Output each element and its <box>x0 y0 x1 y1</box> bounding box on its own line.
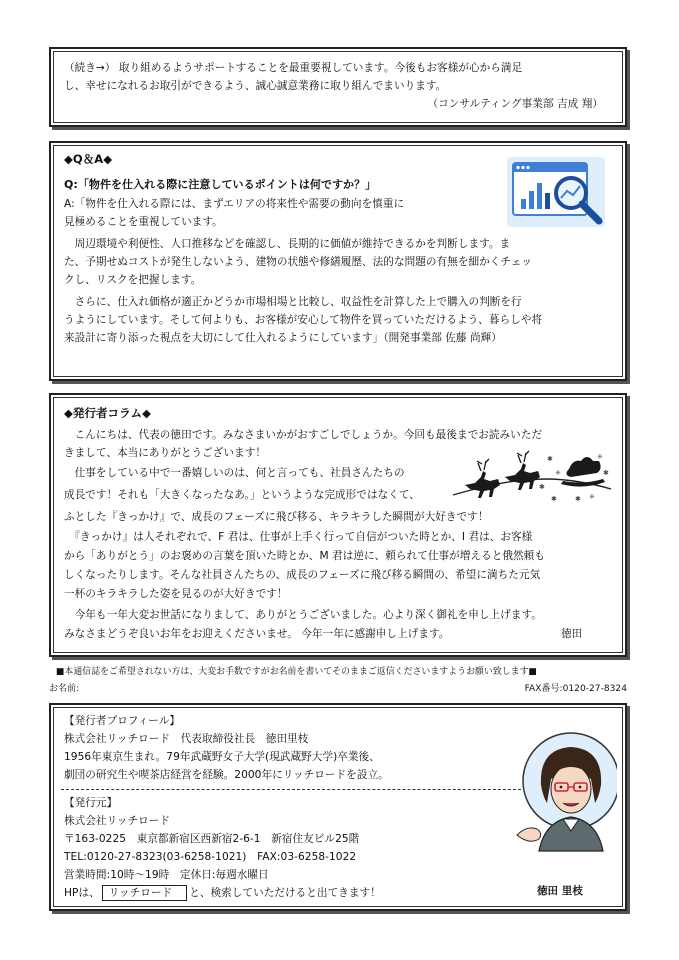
profile-line-1: 株式会社リッチロード 代表取締役社長 徳田里枝 <box>64 733 309 745</box>
column-line: こんにちは、代表の徳田です。みなさまいかがおすごしでしょうか。今回も最後までお読みいただ <box>64 429 543 441</box>
continuation-line-2: し、幸せになれるお取引ができるよう、誠心誠意業務に取り組んでまいります。 <box>64 80 447 92</box>
profile-line-3: 劇団の研究生や喫茶店経営を経験。2000年にリッチロードを設立。 <box>64 769 389 781</box>
column-title: ◆発行者コラム◆ <box>64 406 151 420</box>
svg-text:✱: ✱ <box>603 469 609 477</box>
continuation-signature: （コンサルティング事業部 吉成 翔） <box>427 98 603 110</box>
column-line: から「ありがとう」のお褒めの言葉を頂いた時とか、M 君は逆に、頼られて仕事が増えると俄然頼も <box>64 550 545 562</box>
column-line: きまして、本当にありがとうございます！ <box>64 447 267 459</box>
svg-text:✳: ✳ <box>555 469 561 477</box>
profile-heading: 【発行者プロフィール】 <box>64 715 181 727</box>
profile-line-2: 1956年東京生まれ。79年武蔵野女子大学(現武蔵野大学)卒業後、 <box>64 751 380 763</box>
column-line: 一杯のキラキラした姿を見るのが大好きです！ <box>64 588 288 600</box>
reindeer-sleigh-icon <box>451 449 613 507</box>
column-line: 『きっかけ』は人それぞれで、F 君は、仕事が上手く行って自信がついた時とか、I 君は、お客様 <box>64 531 533 543</box>
profile-box <box>49 703 627 911</box>
column-line: みなさまどうぞ良いお年をお迎えくださいませ。 今年一年に感謝申し上げます。 <box>64 628 450 640</box>
publisher-hours: 営業時間:10時～19時 定休日:毎週水曜日 <box>64 869 269 881</box>
qa-answer-line: クし、リスクを把握します。 <box>64 274 202 286</box>
svg-text:✱: ✱ <box>575 495 581 503</box>
publisher-tel-fax: TEL:0120-27-8323(03-6258-1021) FAX:03-6258-1022 <box>64 851 357 863</box>
hp-prefix: HPは、 <box>64 887 100 899</box>
portrait-caption: 徳田 里枝 <box>537 885 583 897</box>
hp-search-box[interactable]: リッチロード <box>102 885 187 901</box>
column-line: 今年も一年大変お世話になりまして、ありがとうございました。心より深く御礼を申し上げます。 <box>64 609 542 621</box>
column-line: 成長です！それも「大きくなったなあ。」というような完成形ではなくて、 <box>64 489 420 501</box>
publisher-address: 〒163-0225 東京都新宿区西新宿2-6-1 新宿住友ビル25階 <box>64 833 360 845</box>
dashed-divider <box>61 789 531 790</box>
continuation-line-1: （続き→） 取り組めるようサポートすることを最重要視しています。今後もお客様が心から満足 <box>64 62 523 74</box>
continuation-box <box>49 47 627 127</box>
fax-number: FAX番号:0120-27-8324 <box>524 684 627 694</box>
homepage-hint <box>64 885 381 903</box>
hp-suffix: と、検索していただけると出てきます！ <box>189 887 381 899</box>
name-label: お名前: <box>49 684 80 694</box>
qa-answer-line: うようにしています。そして何よりも、お客様が安心して物件を買っていただけるよう、暮らしや将 <box>64 314 543 326</box>
column-signature: 徳田 <box>561 628 583 640</box>
qa-answer-line: 来設計に寄り添った視点を大切にして仕入れるようにしています」（開発事業部 佐藤 尚輝） <box>64 332 502 344</box>
unsubscribe-notice: ■本通信誌をご希望されない方は、大変お手数ですがお名前を書いてそのままご返信くださいますようお願い致します■ <box>56 667 537 677</box>
qa-answer-line: A:「物件を仕入れる際には、まずエリアの将来性や需要の動向を慎重に <box>64 198 405 210</box>
portrait-illustration <box>513 723 617 873</box>
qa-answer-line: 周辺環境や利便性、人口推移などを確認し、長期的に価値が維持できるかを判断します。ま <box>64 238 511 250</box>
svg-text:✳: ✳ <box>589 493 595 501</box>
publisher-company: 株式会社リッチロード <box>64 815 171 827</box>
publisher-heading: 【発行元】 <box>64 797 118 809</box>
column-line: 仕事をしている中で一番嬉しいのは、何と言っても、社員さんたちの <box>64 467 405 479</box>
column-box <box>49 393 627 657</box>
qa-box <box>49 141 627 381</box>
column-line: ふとした『きっかけ』で、成長のフェーズに飛び移る、キラキラした瞬間が大好きです！ <box>64 511 489 523</box>
qa-title: ◆Q＆A◆ <box>64 152 113 166</box>
svg-text:✳: ✳ <box>597 453 603 461</box>
qa-answer-line: た、予期せぬコストが発生しないよう、建物の状態や修繕履歴、法的な問題の有無を細かくチェッ <box>64 256 533 268</box>
qa-question: Q:「物件を仕入れる際に注意しているポイントは何ですか？」 <box>64 178 377 191</box>
qa-answer-line: 見極めることを重視しています。 <box>64 216 223 228</box>
qa-answer-line: さらに、仕入れ価格が適正かどうか市場相場と比較し、収益性を計算した上で購入の判断を行 <box>64 296 522 308</box>
column-line: しくなったりします。そんな社員さんたちの、成長のフェーズに飛び移る瞬間の、希望に満ちた元気 <box>64 569 541 581</box>
svg-text:✱: ✱ <box>551 495 557 503</box>
svg-text:✱: ✱ <box>539 483 545 491</box>
analytics-magnifier-icon <box>503 153 613 233</box>
svg-text:✱: ✱ <box>547 455 553 463</box>
